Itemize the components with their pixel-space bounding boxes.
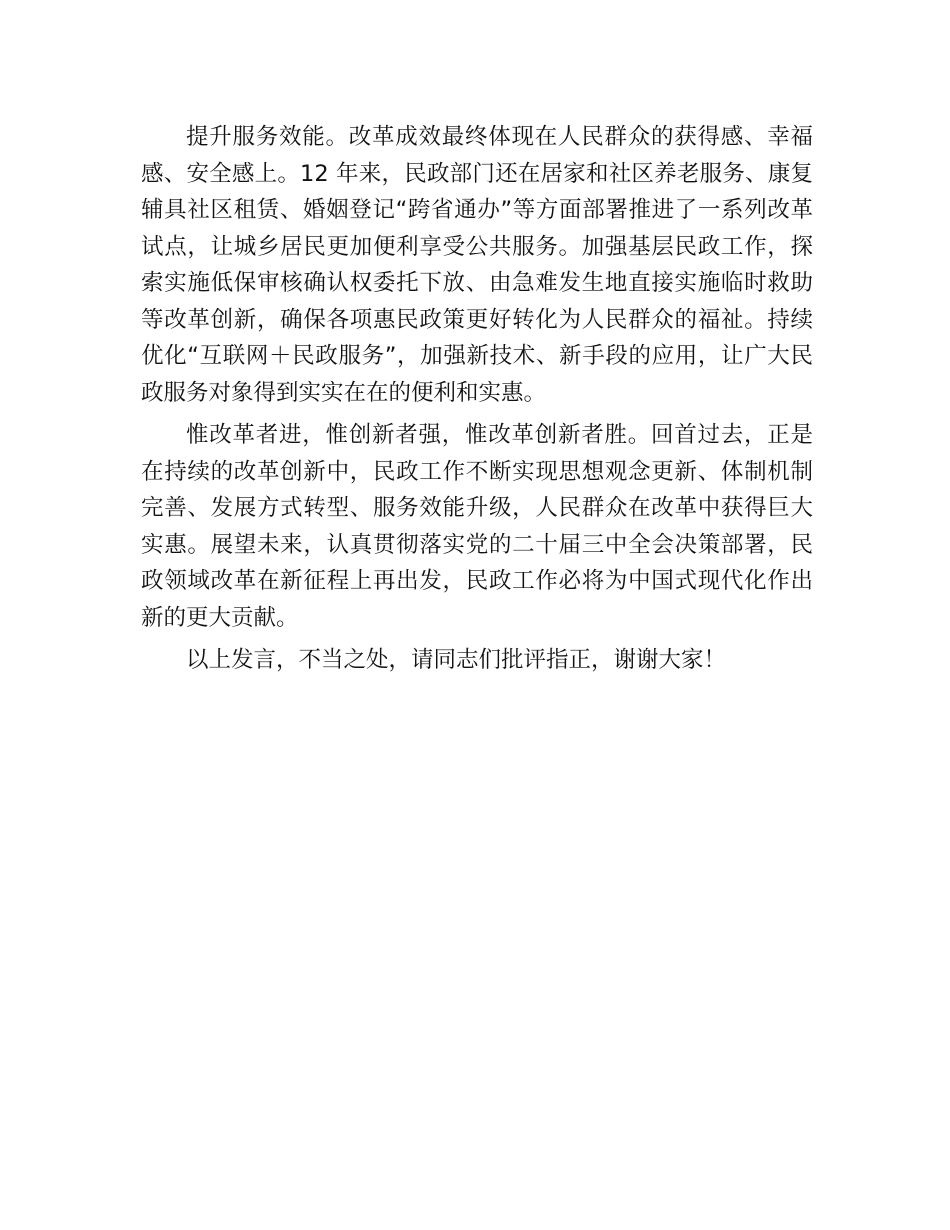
paragraph-closing-remarks: 以上发言，不当之处，请同志们批评指正，谢谢大家！ xyxy=(186,647,727,673)
document-body xyxy=(141,119,813,679)
paragraph-service-efficiency: 提升服务效能。改革成效最终体现在人民群众的获得感、幸福感、安全感上。12 年来，民政部门还在居家和社区养老服务、康复辅具社区租赁、婚姻登记“跨省通办”等方面部署推进了一系列改革试点，让城乡居民更加便利享受公共服务。加强基层民政工作，探索实施低保审核确认权委托下放、由急难发生地直接实施临时救助等改革创新，确保各项惠民政策更好转化为人民群众的福祉。持续优化“互联网＋民政服务”，加强新技术、新手段的应用，让广大民政服务对象得到实实在在的便利和实惠。 xyxy=(141,124,813,406)
paragraph-reform-innovation: 惟改革者进，惟创新者强，惟改革创新者胜。回首过去，正是在持续的改革创新中，民政工作不断实现思想观念更新、体制机制完善、发展方式转型、服务效能升级，人民群众在改革中获得巨大实惠。展望未来，认真贯彻落实党的二十届三中全会决策部署，民政领域改革在新征程上再出发，民政工作必将为中国式现代化作出新的更大贡献。 xyxy=(141,422,813,631)
